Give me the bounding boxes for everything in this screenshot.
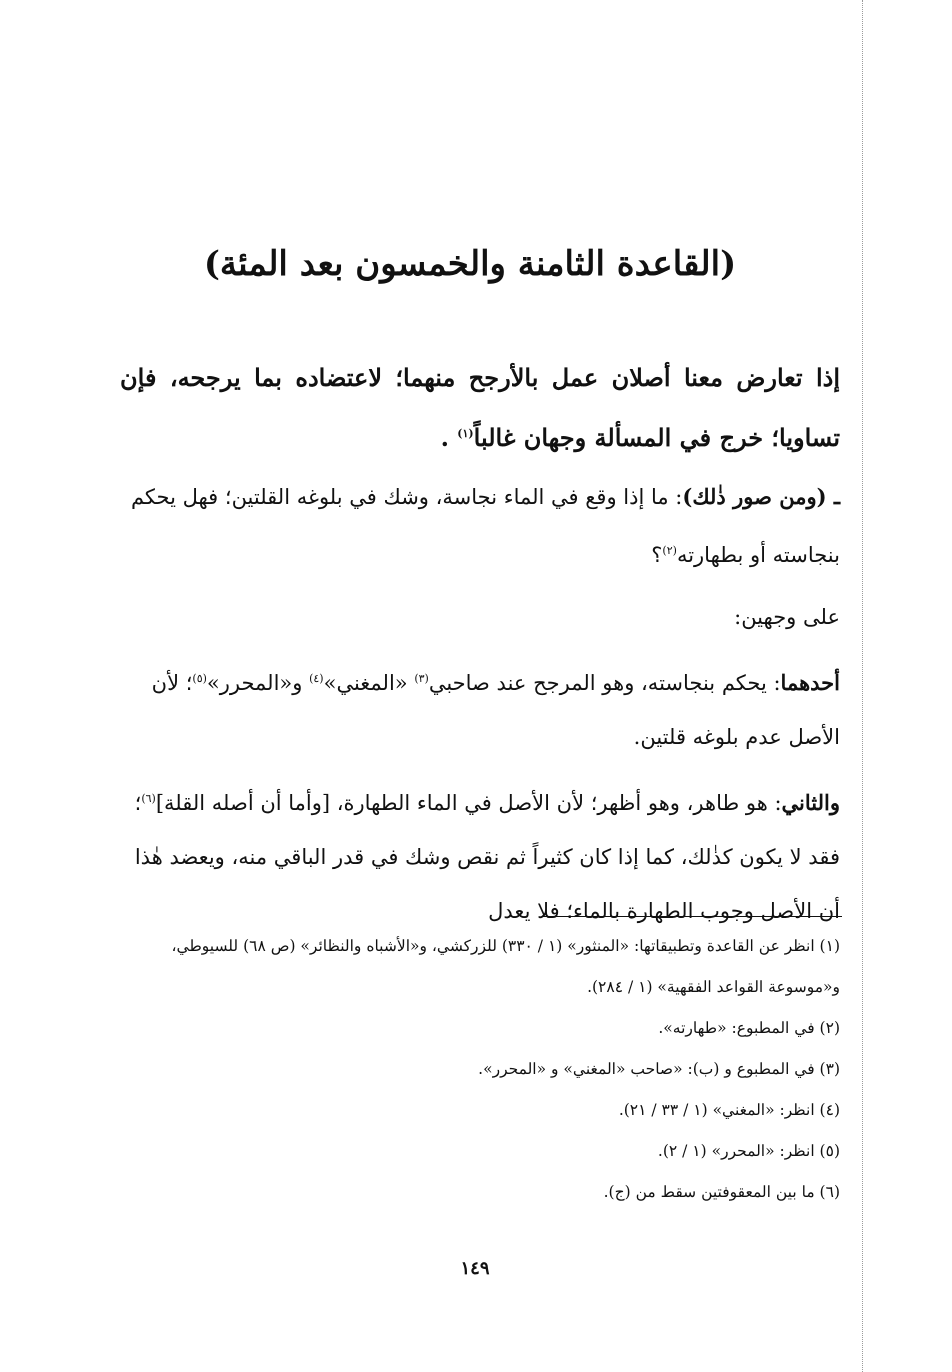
first-view-paragraph <box>122 652 840 764</box>
footnote-4: (٤) انظر: «المغني» (١ / ٣٣ / ٢١). <box>618 1101 840 1119</box>
rule-statement <box>120 350 840 466</box>
footnote-ref-5: (٥) <box>192 672 207 685</box>
margin-dotted-line <box>862 0 863 1372</box>
rule-title: (القاعدة الثامنة والخمسون بعد المئة) <box>203 244 737 284</box>
example-text: : ما إذا وقع في الماء نجاسة، وشك في بلوغه القلتين؛ فهل يحكم بنجاسته أو بطهارته <box>130 485 840 567</box>
example-lead: ـ (ومن صور ذٰلك) <box>682 484 840 509</box>
rule-statement-end: . <box>440 423 458 452</box>
first-view-lead: أحدهما <box>780 670 840 695</box>
footnote-6: (٦) ما بين المعقوفتين سقط من (ج). <box>603 1183 840 1201</box>
first-view-text-c: و«المحرر» <box>206 671 310 695</box>
example-end: ؟ <box>651 543 663 567</box>
footnote-2: (٢) في المطبوع: «طهارته». <box>658 1019 840 1037</box>
footnote-ref-4: (٤) <box>309 672 324 685</box>
second-view-text-a: : هو طاهر، وهو أظهر؛ لأن الأصل في الماء الطهارة، [وأما أن أصله القلة] <box>155 791 782 815</box>
rule-statement-text: إذا تعارض معنا أصلان عمل بالأرجح منهما؛ لاعتضاده بما يرجحه، فإن تساويا؛ خرج في المسألة وجهان غالباً <box>120 363 840 452</box>
example-paragraph <box>122 470 840 582</box>
second-view-paragraph <box>122 772 840 938</box>
footnote-ref-1: (١) <box>457 427 474 440</box>
footnote-1: (١) انظر عن القاعدة وتطبيقاتها: «المنثور» (١ / ٣٣٠) للزركشي، و«الأشباه والنظائر» (ص ٦٨) للسيوطي، و«موسوعة القواعد الفقهية» (١ / ٢٨٤). <box>171 937 840 996</box>
footnote-5: (٥) انظر: «المحرر» (١ / ٢). <box>657 1142 840 1160</box>
page-number: ١٤٩ <box>460 1258 490 1279</box>
footnote-separator <box>542 916 842 917</box>
footnote-ref-3: (٣) <box>414 672 429 685</box>
two-views-paragraph: على وجهين: <box>734 605 840 629</box>
first-view-text-a: : يحكم بنجاسته، وهو المرجح عند صاحبي <box>428 671 781 695</box>
second-view-lead: والثاني <box>781 790 840 815</box>
second-view-text-b: ؛ فقد لا يكون كذٰلك، كما إذا كان كثيراً ثم نقص وشك في قدر الباقي منه، ويعضد هٰذا أن الأصل وجوب الطهارة بالماء؛ فلا يعدل <box>134 791 840 923</box>
footnote-ref-6: (٦) <box>141 792 156 805</box>
footnote-3: (٣) في المطبوع و (ب): «صاحب «المغني» و «المحرر». <box>478 1060 840 1078</box>
first-view-text-b: «المغني» <box>323 671 415 695</box>
footnote-ref-2: (٢) <box>662 544 677 557</box>
first-view-text-d: ؛ لأن الأصل عدم بلوغه قلتين. <box>151 671 840 749</box>
body-text <box>122 470 840 938</box>
footnotes <box>118 926 840 1213</box>
